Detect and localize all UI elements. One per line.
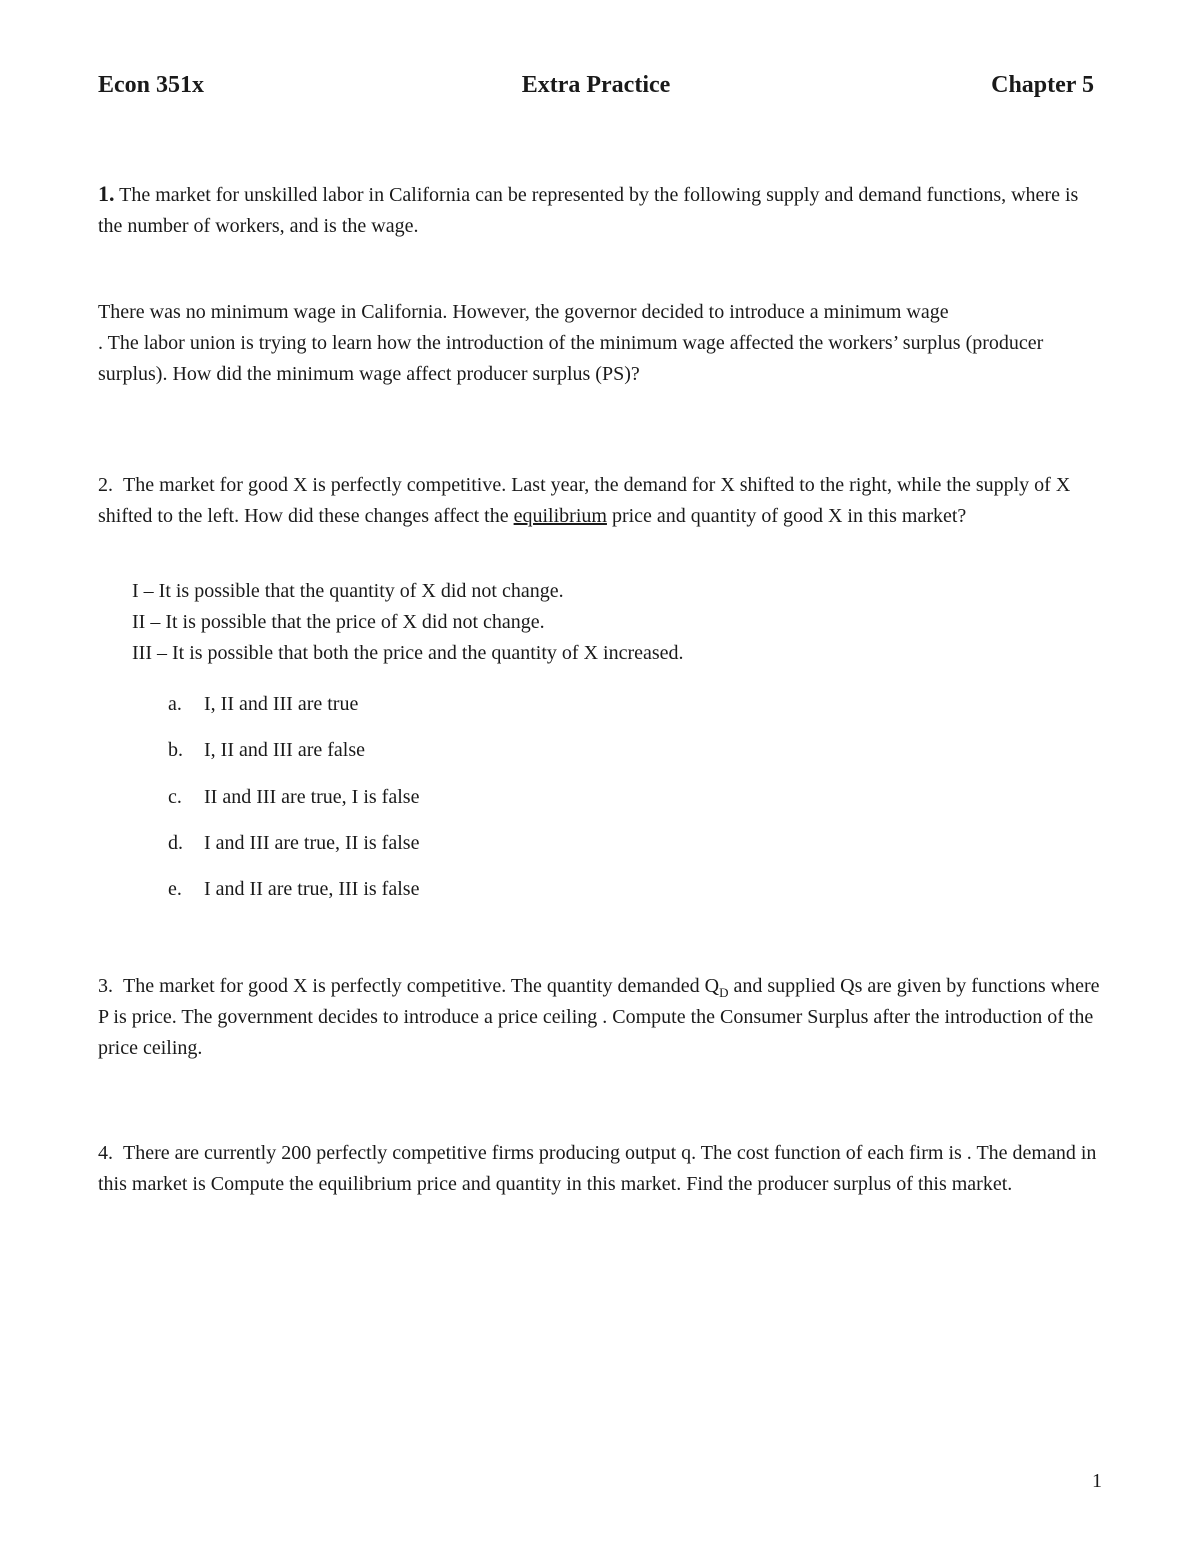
course-code: Econ 351x	[98, 72, 205, 98]
statement-1: I – It is possible that the quantity of X did not change.	[132, 580, 564, 602]
question-3-text-b: and supplied Qs are given by functions where P is price. The government decides to introduce a price ceiling . Compute the Consumer Surplus after the introduction of the price ceiling.	[98, 975, 1100, 1059]
question-1-paragraph-2	[98, 297, 1102, 390]
question-2-text-a: The market for good X is perfectly competitive. Last year, the demand for X shifted to the right, while the supply of X shifted to the left. How did these changes affect the	[98, 474, 1071, 527]
question-1-para2-b: . The labor union is trying to learn how the introduction of the minimum wage affected the workers’ surplus (producer surplus). How did the minimum wage affect producer surplus (PS)?	[98, 332, 1044, 385]
question-2-underlined-term: equilibrium	[513, 505, 607, 527]
question-2-paragraph	[98, 470, 1102, 532]
question-1-para2-a: There was no minimum wage in California. However, the governor decided to introduce a minimum wage	[98, 301, 949, 323]
question-4-paragraph	[98, 1138, 1102, 1200]
question-3-text-a: The market for good X is perfectly competitive. The quantity demanded Q	[123, 975, 720, 997]
chapter-label: Chapter 5	[991, 72, 1094, 98]
choice-c-text: II and III are true, I is false	[204, 786, 420, 808]
choice-a-text: I, II and III are true	[204, 693, 359, 715]
question-3-paragraph	[98, 971, 1102, 1064]
question-1-paragraph-1	[98, 178, 1102, 242]
choice-a-label: a.	[168, 693, 182, 715]
choice-d-label: d.	[168, 832, 183, 854]
question-3-subscript-d: D	[719, 985, 729, 1000]
statement-2: II – It is possible that the price of X did not change.	[132, 611, 545, 633]
question-1-text-a: The market for unskilled labor in California can be represented by the following supply and demand functions, where	[119, 184, 1065, 206]
choice-d	[168, 829, 419, 857]
question-2-number: 2.	[98, 474, 113, 496]
page-header	[98, 72, 1094, 104]
question-4-number: 4.	[98, 1142, 113, 1164]
choice-c-label: c.	[168, 786, 182, 808]
choice-e-label: e.	[168, 878, 182, 900]
page-number: 1	[1092, 1470, 1102, 1492]
choice-c	[168, 783, 419, 811]
choice-b	[168, 736, 365, 764]
statement-3: III – It is possible that both the price and the quantity of X increased.	[132, 642, 684, 664]
question-1-number: 1.	[98, 181, 115, 206]
choice-b-text: I, II and III are false	[204, 739, 366, 761]
question-1-text-c: is the wage.	[323, 215, 419, 237]
choice-d-text: I and III are true, II is false	[204, 832, 420, 854]
question-2-text-b: price and quantity of good X in this market?	[606, 505, 967, 527]
question-3-number: 3.	[98, 975, 113, 997]
choice-e	[168, 875, 419, 903]
question-4-text: There are currently 200 perfectly competitive firms producing output q. The cost function of each firm is . The demand in this market is Compute the equilibrium price and quantity in this market. Find the producer surplus of this market.	[98, 1142, 1097, 1195]
question-1-text-b: is the number of workers, and	[98, 184, 1079, 237]
choice-b-label: b.	[168, 739, 183, 761]
choice-a	[168, 690, 358, 718]
choice-e-text: I and II are true, III is false	[204, 878, 420, 900]
document-title: Extra Practice	[521, 72, 671, 98]
